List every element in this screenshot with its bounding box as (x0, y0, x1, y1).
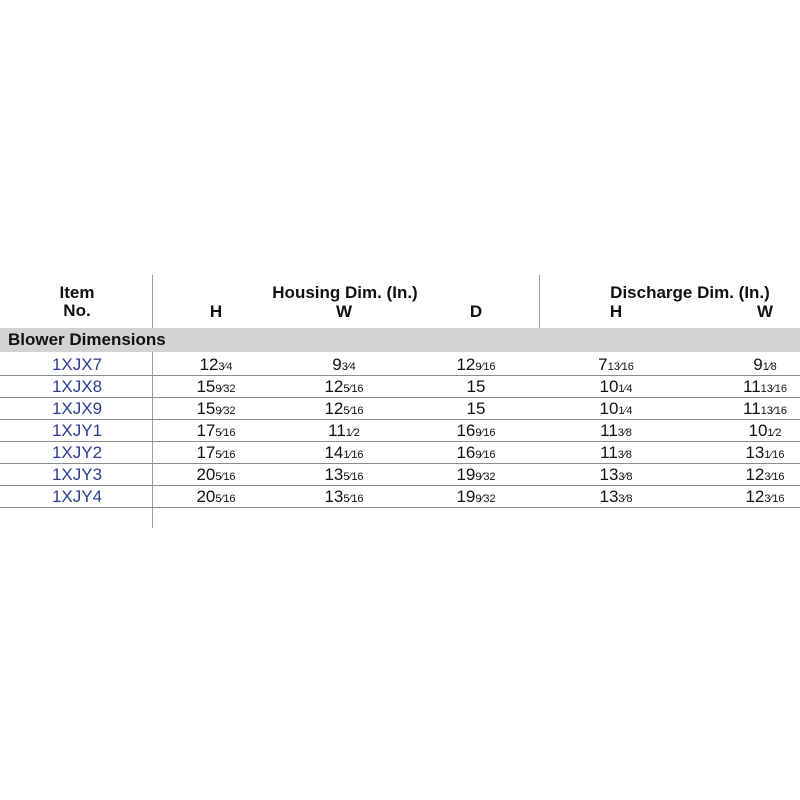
dimension-cell-hh (196, 488, 235, 508)
table-row (0, 420, 800, 442)
dimension-cell-dw (749, 422, 782, 442)
dimension-cell-hw (324, 400, 363, 420)
item-number[interactable]: 1XJX7 (51, 355, 103, 374)
dimension-whole: 11 (600, 421, 618, 440)
dimension-cell-hd (456, 356, 495, 376)
dimension-whole: 12 (745, 465, 765, 484)
dimension-whole: 9 (332, 355, 342, 374)
item-number[interactable]: 1XJY1 (51, 421, 103, 440)
dimension-whole: 20 (196, 465, 216, 484)
dimension-cell-dw (745, 466, 784, 486)
item-number[interactable]: 1XJY2 (51, 443, 103, 462)
dimension-cell-dw (743, 400, 787, 420)
dimension-fraction: 5⁄16 (343, 405, 364, 417)
dimension-whole: 16 (456, 421, 476, 440)
header-item-line2: No. (63, 301, 91, 320)
dimension-whole: 11 (743, 399, 761, 418)
header-item-line1: Item (59, 283, 95, 302)
dimension-whole: 11 (600, 443, 618, 462)
dimension-whole: 15 (466, 399, 486, 418)
dimension-whole: 14 (324, 443, 344, 462)
dimension-whole: 10 (599, 399, 619, 418)
table-row (0, 398, 800, 420)
dimension-whole: 17 (196, 421, 216, 440)
dimension-fraction: 3⁄8 (618, 471, 633, 483)
dimension-whole: 11 (328, 421, 346, 440)
dimension-cell-dh (600, 488, 633, 508)
row-divider (0, 507, 800, 508)
dimension-cell-hh (196, 422, 235, 442)
dimension-fraction: 9⁄32 (215, 405, 236, 417)
dimension-fraction: 1⁄16 (764, 449, 785, 461)
item-number[interactable]: 1XJX9 (51, 399, 103, 418)
dimension-fraction: 5⁄16 (215, 471, 236, 483)
dimension-whole: 19 (456, 465, 476, 484)
dimension-fraction: 5⁄16 (343, 493, 364, 505)
dimension-fraction: 3⁄8 (618, 493, 633, 505)
dimension-fraction: 9⁄16 (475, 427, 496, 439)
dimension-cell-dw (745, 488, 784, 508)
dimension-cell-hh (196, 400, 235, 420)
dimension-cell-dw (743, 378, 787, 398)
dimension-whole: 13 (599, 487, 619, 506)
dimension-cell-hd (456, 422, 495, 442)
dimension-cell-hd (467, 400, 486, 418)
table-row (0, 354, 800, 376)
dimension-cell-dw (745, 444, 784, 464)
dimension-fraction: 3⁄16 (764, 493, 785, 505)
header-housing-w: W (335, 302, 353, 321)
dimension-fraction: 1⁄4 (618, 383, 633, 395)
dimension-fraction: 1⁄8 (762, 361, 777, 373)
table-row (0, 464, 800, 486)
dimension-whole: 16 (456, 443, 476, 462)
dimension-fraction: 1⁄2 (767, 427, 782, 439)
dimension-whole: 9 (753, 355, 763, 374)
dimension-fraction: 9⁄16 (475, 361, 496, 373)
dimension-fraction: 9⁄32 (475, 493, 496, 505)
dimension-whole: 12 (745, 487, 765, 506)
dimension-cell-hh (196, 466, 235, 486)
dimension-cell-hw (324, 466, 363, 486)
dimension-whole: 10 (599, 377, 619, 396)
header-discharge-h: H (609, 302, 623, 321)
dimension-whole: 12 (456, 355, 476, 374)
dimension-fraction: 3⁄8 (617, 427, 632, 439)
section-label: Blower Dimensions (8, 330, 166, 349)
dimension-cell-hd (467, 378, 486, 396)
dimension-whole: 12 (199, 355, 219, 374)
dimension-fraction: 9⁄32 (215, 383, 236, 395)
header-discharge-w: W (756, 302, 774, 321)
dimension-fraction: 1⁄16 (343, 449, 364, 461)
dimension-whole: 10 (748, 421, 768, 440)
dimension-cell-hw (328, 422, 360, 442)
dimension-fraction: 13⁄16 (607, 361, 634, 373)
table-row (0, 442, 800, 464)
dimension-cell-dh (600, 400, 633, 420)
dimension-cell-hd (456, 466, 495, 486)
dimension-cell-hw (324, 488, 363, 508)
dimension-fraction: 3⁄8 (617, 449, 632, 461)
dimension-whole: 15 (196, 377, 216, 396)
dimension-fraction: 9⁄16 (475, 449, 496, 461)
dimension-fraction: 13⁄16 (760, 405, 787, 417)
dimension-fraction: 5⁄16 (343, 471, 364, 483)
dimension-whole: 13 (324, 465, 344, 484)
header-housing-h: H (209, 302, 223, 321)
dimension-fraction: 13⁄16 (760, 383, 787, 395)
table-row (0, 376, 800, 398)
dimension-cell-hd (456, 488, 495, 508)
dimension-fraction: 1⁄2 (345, 427, 360, 439)
dimension-whole: 7 (598, 355, 608, 374)
dimension-whole: 19 (456, 487, 476, 506)
dimension-fraction: 9⁄32 (475, 471, 496, 483)
dimension-whole: 15 (196, 399, 216, 418)
item-number[interactable]: 1XJX8 (51, 377, 103, 396)
dimension-whole: 13 (324, 487, 344, 506)
dimension-fraction: 5⁄16 (215, 449, 236, 461)
column-divider-discharge (539, 275, 540, 328)
dimension-cell-hw (324, 378, 363, 398)
dimension-whole: 20 (196, 487, 216, 506)
dimension-fraction: 5⁄16 (343, 383, 364, 395)
dimension-whole: 17 (196, 443, 216, 462)
table-row (0, 486, 800, 508)
dimension-fraction: 3⁄4 (341, 361, 356, 373)
dimension-fraction: 5⁄16 (215, 493, 236, 505)
dimension-whole: 12 (324, 377, 344, 396)
dimension-fraction: 5⁄16 (215, 427, 236, 439)
dimension-fraction: 3⁄4 (218, 361, 233, 373)
dimension-fraction: 1⁄4 (618, 405, 633, 417)
item-number[interactable]: 1XJY4 (51, 487, 103, 506)
dimension-cell-hh (196, 444, 235, 464)
blower-dimensions-table (0, 275, 800, 528)
header-discharge-group: Discharge Dim. (In.) (610, 283, 770, 302)
item-number[interactable]: 1XJY3 (51, 465, 103, 484)
header-housing-d: D (469, 302, 483, 321)
header-housing-group: Housing Dim. (In.) (272, 283, 418, 302)
dimension-cell-hh (196, 378, 235, 398)
dimension-cell-dh (600, 378, 633, 398)
dimension-whole: 13 (599, 465, 619, 484)
dimension-cell-dh (600, 444, 632, 464)
dimension-cell-hw (324, 444, 363, 464)
dimension-cell-dh (600, 466, 633, 486)
dimension-cell-dh (600, 422, 632, 442)
section-bar (0, 328, 800, 352)
dimension-whole: 12 (324, 399, 344, 418)
dimension-whole: 13 (745, 443, 765, 462)
dimension-whole: 15 (466, 377, 486, 396)
dimension-cell-dh (598, 356, 634, 376)
dimension-cell-dw (753, 356, 777, 376)
dimension-whole: 11 (743, 377, 761, 396)
dimension-cell-hd (456, 444, 495, 464)
dimension-fraction: 3⁄16 (764, 471, 785, 483)
dimension-cell-hh (200, 356, 233, 376)
dimension-cell-hw (332, 356, 356, 376)
